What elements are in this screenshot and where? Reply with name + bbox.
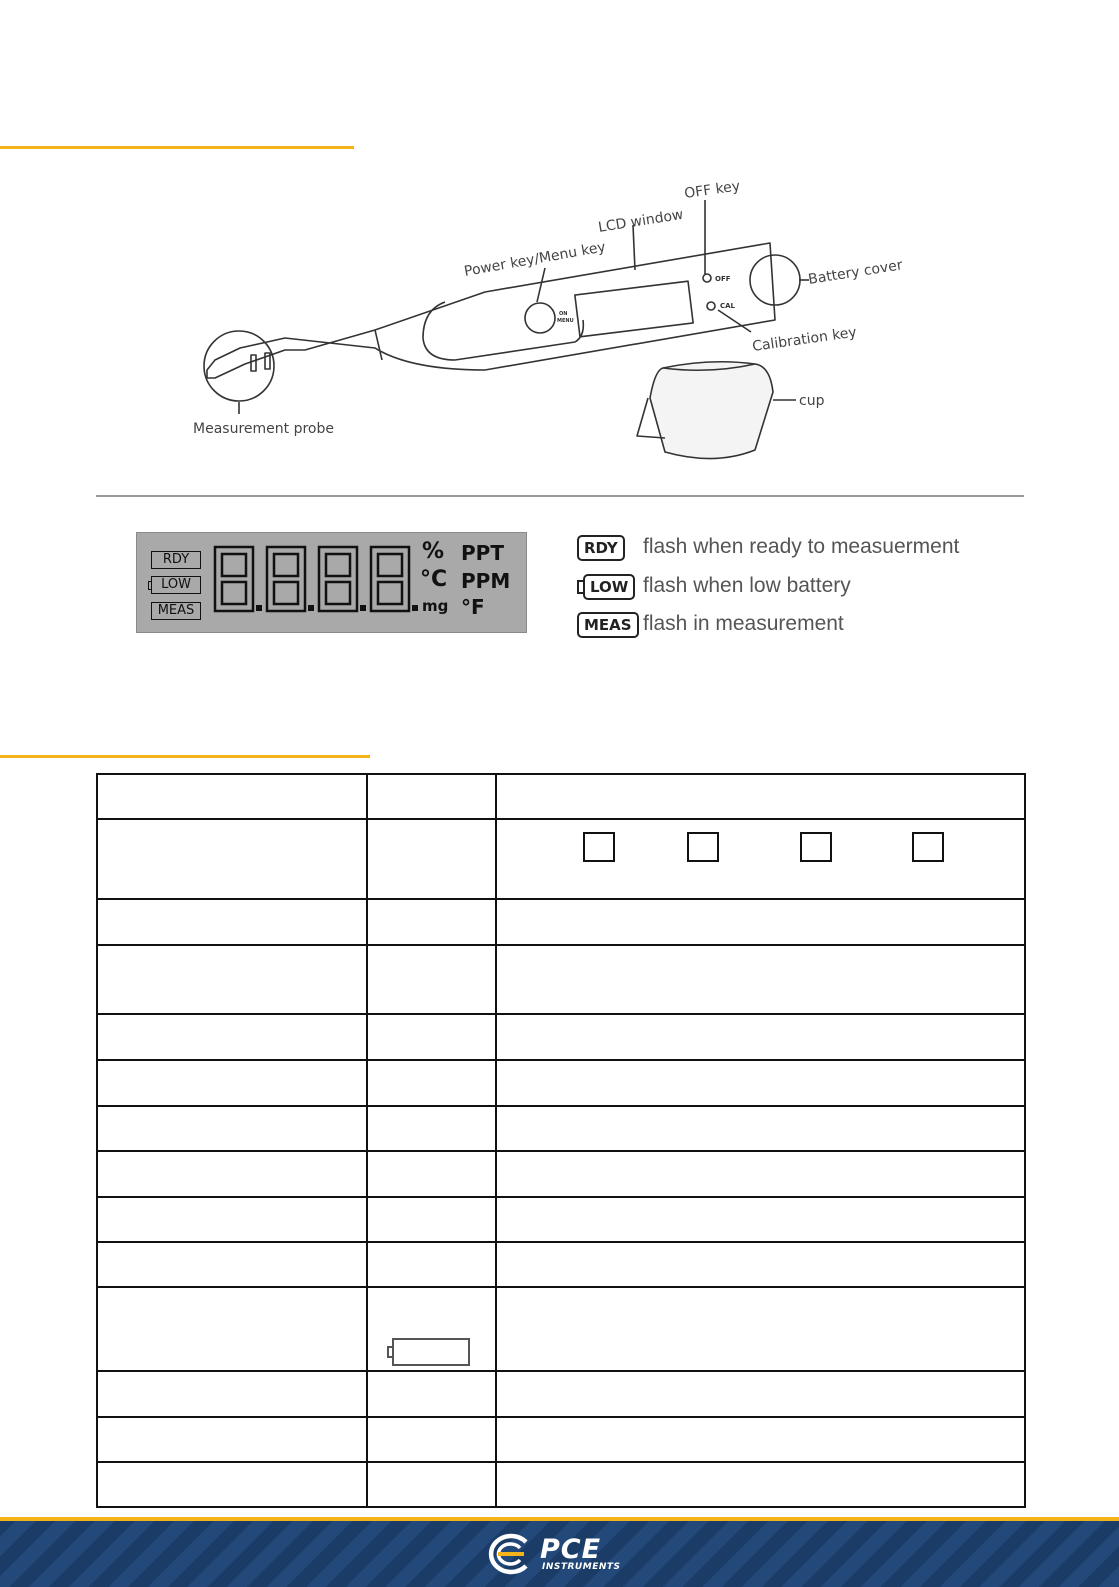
calibration-key-callout: Calibration key bbox=[751, 324, 858, 355]
table-cell bbox=[496, 1287, 1025, 1371]
spec-table bbox=[96, 773, 1026, 1508]
lcd-digit bbox=[267, 547, 305, 611]
lcd-decimal-point bbox=[308, 605, 314, 611]
lcd-digit bbox=[371, 547, 409, 611]
table-row bbox=[97, 1287, 1025, 1371]
table-cell bbox=[97, 1417, 367, 1462]
table-cell bbox=[367, 1060, 496, 1106]
table-row bbox=[97, 1060, 1025, 1106]
battery-icon-nub bbox=[387, 1346, 392, 1358]
legend-text-meas: flash in measurement bbox=[643, 612, 844, 635]
table-cell bbox=[496, 1417, 1025, 1462]
table-row bbox=[97, 1014, 1025, 1060]
table-cell bbox=[97, 1151, 367, 1197]
table-cell bbox=[97, 1060, 367, 1106]
table-cell bbox=[97, 1106, 367, 1151]
table-cell bbox=[367, 1287, 496, 1371]
table-cell bbox=[97, 1287, 367, 1371]
power-button-label-top: ON bbox=[559, 311, 568, 317]
lcd-decimal-point bbox=[256, 605, 262, 611]
lcd-indicator-rdy: RDY bbox=[151, 551, 201, 569]
table-row bbox=[97, 945, 1025, 1014]
table-cell bbox=[496, 819, 1025, 899]
off-key-callout: OFF key bbox=[683, 178, 742, 202]
device-diagram bbox=[185, 170, 925, 470]
table-cell bbox=[367, 899, 496, 945]
table-cell bbox=[97, 945, 367, 1014]
table-cell bbox=[97, 899, 367, 945]
checkbox-3[interactable] bbox=[800, 832, 832, 862]
table-cell bbox=[367, 1151, 496, 1197]
table-row bbox=[97, 1371, 1025, 1417]
table-cell bbox=[496, 1060, 1025, 1106]
lcd-indicator-meas: MEAS bbox=[151, 602, 201, 620]
lcd-window-callout: LCD window bbox=[597, 206, 685, 236]
brand-tagline: INSTRUMENTS bbox=[542, 1562, 621, 1572]
off-button-label: OFF bbox=[715, 275, 731, 283]
legend-badge-low: LOW bbox=[583, 574, 635, 600]
legend-badge-rdy: RDY bbox=[577, 535, 625, 561]
table-row bbox=[97, 1197, 1025, 1242]
lcd-unit-ppt: PPT bbox=[461, 541, 504, 565]
table-cell bbox=[367, 774, 496, 819]
table-cell bbox=[496, 774, 1025, 819]
power-key-callout: Power key/Menu key bbox=[462, 239, 607, 280]
lcd-digit bbox=[215, 547, 253, 611]
table-cell bbox=[367, 819, 496, 899]
probe-callout: Measurement probe bbox=[193, 421, 334, 437]
table-cell bbox=[367, 1197, 496, 1242]
lcd-decimal-point bbox=[360, 605, 366, 611]
table-cell bbox=[97, 1371, 367, 1417]
table-cell bbox=[496, 1462, 1025, 1507]
table-row bbox=[97, 819, 1025, 899]
table-cell bbox=[496, 1014, 1025, 1060]
lcd-digits bbox=[209, 543, 419, 627]
table-row bbox=[97, 1106, 1025, 1151]
table-cell bbox=[496, 1151, 1025, 1197]
table-cell bbox=[496, 1197, 1025, 1242]
table-cell bbox=[367, 1462, 496, 1507]
table-cell bbox=[367, 1242, 496, 1287]
table-row bbox=[97, 1242, 1025, 1287]
table-cell bbox=[367, 945, 496, 1014]
legend-badge-meas: MEAS bbox=[577, 612, 639, 638]
brand-logo bbox=[480, 1532, 650, 1576]
legend-text-low: flash when low battery bbox=[643, 574, 851, 597]
table-cell bbox=[97, 1197, 367, 1242]
power-button-label-bottom: MENU bbox=[557, 318, 574, 324]
checkbox-1[interactable] bbox=[583, 832, 615, 862]
lcd-unit-mg: mg bbox=[422, 597, 449, 615]
table-row bbox=[97, 1151, 1025, 1197]
lcd-digit bbox=[319, 547, 357, 611]
table-cell bbox=[496, 899, 1025, 945]
lcd-indicator-low: LOW bbox=[151, 576, 201, 594]
checkbox-2[interactable] bbox=[687, 832, 719, 862]
brand-name: PCE bbox=[540, 1534, 602, 1565]
brand-logo-icon bbox=[480, 1532, 536, 1576]
checkbox-4[interactable] bbox=[912, 832, 944, 862]
table-cell bbox=[496, 1371, 1025, 1417]
table-cell bbox=[496, 1242, 1025, 1287]
table-cell bbox=[367, 1106, 496, 1151]
table-header-row bbox=[97, 774, 1025, 819]
lcd-unit-celsius: °C bbox=[420, 567, 448, 592]
lcd-unit-fahrenheit: °F bbox=[461, 595, 485, 619]
diagram-divider bbox=[96, 495, 1024, 497]
table-cell bbox=[97, 1014, 367, 1060]
legend-battery-nub bbox=[577, 580, 583, 594]
table-cell bbox=[97, 1462, 367, 1507]
table-cell bbox=[97, 774, 367, 819]
section-rule-top bbox=[0, 146, 354, 149]
section-rule-table bbox=[0, 755, 370, 758]
lcd-unit-percent: % bbox=[422, 539, 445, 564]
footer-accent-stripe bbox=[0, 1517, 1119, 1521]
table-cell bbox=[496, 945, 1025, 1014]
table-cell bbox=[367, 1371, 496, 1417]
table-cell bbox=[367, 1014, 496, 1060]
lcd-display bbox=[136, 532, 527, 633]
table-cell bbox=[97, 819, 367, 899]
legend-text-rdy: flash when ready to measuerment bbox=[643, 535, 960, 558]
table-cell bbox=[97, 1242, 367, 1287]
battery-icon bbox=[392, 1338, 470, 1366]
battery-cover-callout: Battery cover bbox=[807, 257, 904, 288]
lcd-decimal-point bbox=[412, 605, 418, 611]
table-row bbox=[97, 1462, 1025, 1507]
cal-button-label: CAL bbox=[720, 302, 736, 310]
table-cell bbox=[367, 1417, 496, 1462]
table-row bbox=[97, 1417, 1025, 1462]
table-row bbox=[97, 899, 1025, 945]
table-cell bbox=[496, 1106, 1025, 1151]
cup-callout: cup bbox=[799, 393, 825, 409]
lcd-battery-nub bbox=[148, 581, 152, 590]
lcd-unit-ppm: PPM bbox=[461, 569, 511, 593]
